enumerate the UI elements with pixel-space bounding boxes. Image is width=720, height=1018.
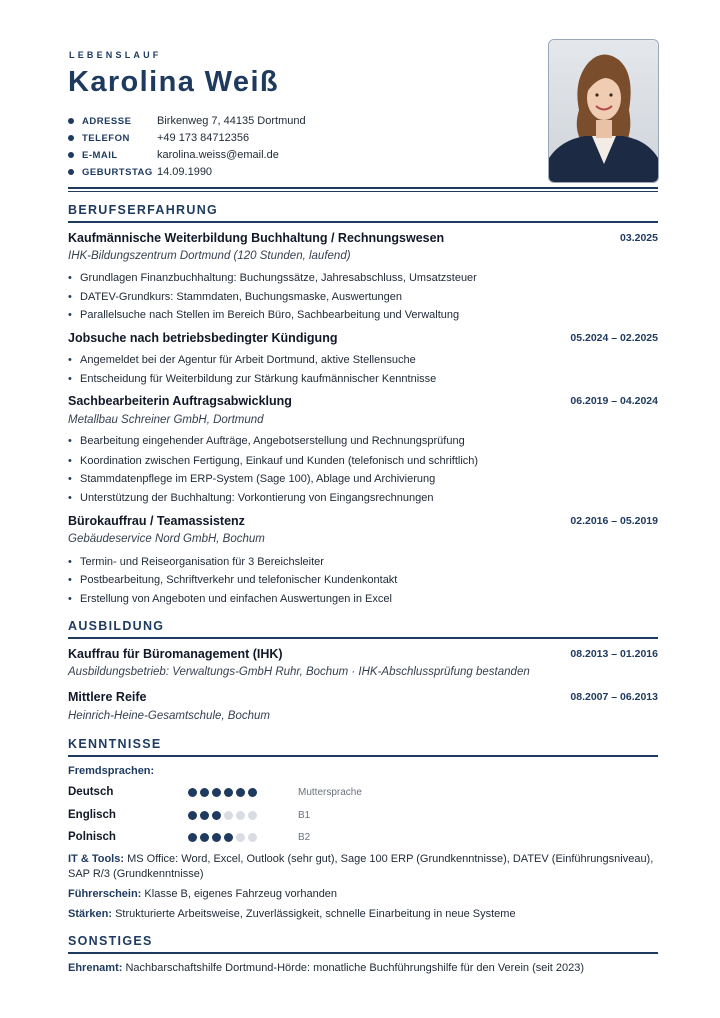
header-divider [68, 191, 658, 192]
language-level: Muttersprache [298, 786, 362, 798]
rating-dot-filled-icon [224, 833, 233, 842]
contact-label: ADRESSE [82, 115, 132, 127]
job-bullet: • DATEV-Grundkurs: Stammdaten, Buchungsmaske, Auswertungen [68, 291, 402, 303]
language-row [68, 784, 362, 800]
section-title-skills: KENNTNISSE [68, 737, 162, 751]
license-line [68, 887, 658, 902]
rating-dot-filled-icon [200, 833, 209, 842]
job-bullet: • Postbearbeitung, Schriftverkehr und telefonischer Kundenkontakt [68, 574, 397, 586]
rating-dot-empty-icon [236, 833, 245, 842]
contact-address [68, 113, 306, 129]
contact-phone [68, 130, 249, 146]
job-title: Kaufmännische Weiterbildung Buchhaltung / Rechnungswesen [68, 231, 445, 245]
license-label: Führerschein: [68, 888, 142, 900]
volunteer-value: Nachbarschaftshilfe Dortmund-Hörde: monatliche Buchführungshilfe für den Verein (seit 2023) [125, 962, 585, 974]
education-title: Mittlere Reife [68, 690, 147, 704]
job-date: 06.2019 – 04.2024 [570, 395, 658, 407]
it-tools-label: IT & Tools: [68, 853, 125, 865]
job-title: Bürokauffrau / Teamassistenz [68, 514, 245, 528]
education-title: Kauffrau für Büromanagement (IHK) [68, 647, 283, 661]
language-rating [188, 833, 298, 842]
job-organization: Metallbau Schreiner GmbH, Dortmund [68, 414, 264, 426]
section-divider [68, 637, 658, 639]
job-title: Sachbearbeiterin Auftragsabwicklung [68, 394, 292, 408]
contact-label: TELEFON [82, 132, 130, 144]
rating-dot-empty-icon [236, 811, 245, 820]
language-level: B1 [298, 809, 311, 821]
rating-dot-filled-icon [212, 833, 221, 842]
rating-dot-empty-icon [248, 811, 257, 820]
section-title-experience: BERUFSERFAHRUNG [68, 203, 219, 217]
education-institution: Heinrich-Heine-Gesamtschule, Bochum [68, 710, 270, 722]
language-rating [188, 811, 298, 820]
bullet-dot-icon [68, 135, 74, 141]
contact-value: +49 173 84712356 [157, 132, 250, 144]
job-organization: IHK-Bildungszentrum Dortmund (120 Stunden, laufend) [68, 250, 351, 262]
contact-email [68, 147, 279, 163]
job-title: Jobsuche nach betriebsbedingter Kündigung [68, 331, 338, 345]
job-bullet: • Angemeldet bei der Agentur für Arbeit Dortmund, aktive Stellensuche [68, 354, 416, 366]
job-date: 05.2024 – 02.2025 [570, 332, 658, 344]
job-bullet: • Stammdatenpflege im ERP-System (Sage 100), Ablage und Archivierung [68, 473, 435, 485]
language-name: Polnisch [68, 831, 116, 843]
job-bullet: • Grundlagen Finanzbuchhaltung: Buchungssätze, Jahresabschluss, Umsatzsteuer [68, 272, 477, 284]
rating-dot-empty-icon [224, 811, 233, 820]
strengths-value: Strukturierte Arbeitsweise, Zuverlässigkeit, schnelle Einarbeitung in neue Systeme [115, 908, 516, 920]
rating-dot-filled-icon [200, 788, 209, 797]
contact-value: 14.09.1990 [157, 166, 213, 178]
license-value: Klasse B, eigenes Fahrzeug vorhanden [144, 888, 338, 900]
rating-dot-filled-icon [212, 788, 221, 797]
rating-dot-empty-icon [248, 833, 257, 842]
education-institution: Ausbildungsbetrieb: Verwaltungs-GmbH Ruhr, Bochum · IHK-Abschlussprüfung bestanden [68, 666, 530, 678]
it-tools-line [68, 852, 658, 882]
candidate-name: Karolina Weiß [68, 66, 280, 98]
rating-dot-filled-icon [212, 811, 221, 820]
rating-dot-filled-icon [224, 788, 233, 797]
education-date: 08.2007 – 06.2013 [570, 691, 658, 703]
section-divider [68, 755, 658, 757]
job-bullet: • Entscheidung für Weiterbildung zur Stärkung kaufmännischer Kenntnisse [68, 373, 436, 385]
contact-value: karolina.weiss@email.de [157, 149, 279, 161]
job-bullet: • Unterstützung der Buchhaltung: Vorkontierung von Eingangsrechnungen [68, 492, 433, 504]
section-title-other: SONSTIGES [68, 934, 153, 948]
rating-dot-filled-icon [200, 811, 209, 820]
job-bullet: • Parallelsuche nach Stellen im Bereich Büro, Sachbearbeitung und Verwaltung [68, 309, 459, 321]
job-date: 02.2016 – 05.2019 [570, 515, 658, 527]
languages-label: Fremdsprachen: [68, 765, 155, 777]
education-date: 08.2013 – 01.2016 [570, 648, 658, 660]
rating-dot-filled-icon [188, 788, 197, 797]
bullet-dot-icon [68, 152, 74, 158]
contact-birthday [68, 164, 212, 180]
job-date: 03.2025 [620, 232, 658, 244]
job-bullet: • Termin- und Reiseorganisation für 3 Bereichsleiter [68, 556, 324, 568]
job-bullet: • Koordination zwischen Fertigung, Einkauf und Kunden (telefonisch und schriftlich) [68, 455, 478, 467]
job-organization: Gebäudeservice Nord GmbH, Bochum [68, 533, 265, 545]
portrait-image [549, 40, 658, 182]
contact-value: Birkenweg 7, 44135 Dortmund [157, 115, 306, 127]
job-bullet: • Bearbeitung eingehender Aufträge, Angebotserstellung und Rechnungsprüfung [68, 435, 465, 447]
language-row [68, 807, 310, 823]
contact-label: E-MAIL [82, 149, 118, 161]
section-title-education: AUSBILDUNG [68, 619, 165, 633]
language-name: Englisch [68, 809, 116, 821]
profile-photo [548, 39, 659, 183]
bullet-dot-icon [68, 118, 74, 124]
language-name: Deutsch [68, 786, 114, 798]
document-eyebrow: LEBENSLAUF [69, 50, 162, 60]
volunteer-line [68, 961, 658, 976]
language-row [68, 829, 310, 845]
job-bullet: • Erstellung von Angeboten und einfachen Auswertungen in Excel [68, 593, 392, 605]
strengths-label: Stärken: [68, 908, 113, 920]
volunteer-label: Ehrenamt: [68, 962, 123, 974]
language-level: B2 [298, 831, 311, 843]
language-rating [188, 788, 298, 797]
strengths-line [68, 907, 658, 922]
section-divider [68, 952, 658, 954]
rating-dot-filled-icon [248, 788, 257, 797]
rating-dot-filled-icon [188, 811, 197, 820]
bullet-dot-icon [68, 169, 74, 175]
section-divider [68, 221, 658, 223]
contact-label: GEBURTSTAG [82, 166, 153, 178]
it-tools-value: MS Office: Word, Excel, Outlook (sehr gut), Sage 100 ERP (Grundkenntnisse), DATEV (Einführungsniveau), SAP R/3 (Grundkenntnisse) [68, 853, 654, 880]
header-divider [68, 187, 658, 189]
rating-dot-filled-icon [236, 788, 245, 797]
rating-dot-filled-icon [188, 833, 197, 842]
